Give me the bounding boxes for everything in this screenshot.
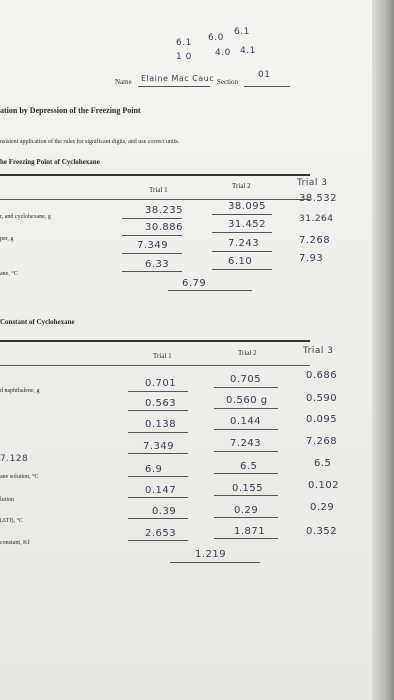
table-a-t1-r2: 30.886	[145, 222, 183, 233]
table-a-average-line	[168, 290, 252, 291]
table-b-t2-r3: 0.144	[230, 416, 262, 427]
table-a-t1-line-3	[122, 253, 182, 254]
table-b-header-trial2: Trial 2	[238, 349, 257, 357]
table-b-t2-line-8	[214, 538, 278, 539]
name-label: Name	[115, 78, 132, 86]
table-b-t3-r1: 0.686	[306, 370, 338, 381]
table-b-row-label-5: constant, Kf	[0, 540, 30, 546]
table-a-header-trial2: Trial 2	[232, 182, 251, 190]
table-b-t1-r7: 0.39	[152, 506, 177, 517]
table-a-header-trial3: Trial 3	[297, 178, 328, 188]
table-b-t1-line-6	[128, 497, 188, 498]
table-b-t2-line-4	[214, 451, 278, 452]
table-a-t3-r3: 7.268	[299, 235, 331, 246]
table-b-t3-r3: 0.095	[306, 414, 338, 425]
table-b-t2-r2: 0.560 g	[226, 395, 268, 406]
table-a-t1-r3: 7.349	[137, 240, 169, 251]
table-a-t2-r4: 6.10	[228, 256, 253, 267]
table-b-t3-r6: 0.102	[308, 480, 340, 491]
table-a-t1-line-2	[122, 235, 182, 236]
table-a-t2-r3: 7.243	[228, 238, 260, 249]
table-a-t3-r1: 38.532	[299, 193, 337, 204]
section-label: Section	[217, 78, 238, 86]
part-b-title: Constant of Cyclohexane	[0, 318, 75, 326]
table-b-t1-line-4	[128, 453, 188, 454]
name-value: Elaine Mac Cauc	[141, 74, 215, 83]
table-a-t2-line-3	[212, 251, 272, 252]
table-a-t3-r2: 31.264	[299, 214, 334, 224]
table-b-average: 1.219	[195, 549, 227, 560]
table-b-header-trial1: Trial 1	[153, 352, 172, 360]
table-a-t1-line-1	[122, 218, 182, 219]
table-b-t1-r2: 0.563	[145, 398, 177, 409]
table-b-t1-line-7	[128, 518, 188, 519]
table-b-header-trial3: Trial 3	[303, 346, 334, 356]
table-b-t2-line-1	[214, 387, 278, 388]
table-b-t3-r5: 6.5	[314, 458, 332, 469]
table-b-average-line	[170, 562, 260, 563]
table-b-t2-line-3	[214, 429, 278, 430]
table-b-t1-r6: 0.147	[145, 485, 177, 496]
table-a-t2-r1: 38.095	[228, 201, 266, 212]
table-b-t3-r4: 7.268	[306, 436, 338, 447]
table-a-top-rule	[0, 174, 310, 176]
table-a-t2-line-2	[212, 232, 272, 233]
scribble-4: 1 0	[176, 52, 192, 62]
table-a-t1-line-4	[122, 271, 182, 272]
table-b-t2-r1: 0.705	[230, 374, 262, 385]
table-b-row-label-1: d naphthalene, g	[0, 388, 40, 394]
table-a-header-trial1: Trial 1	[149, 186, 168, 194]
part-a-title: he Freezing Point of Cyclohexane	[0, 158, 100, 166]
table-a-row-label-1: r, and cyclohexane, g	[0, 214, 51, 220]
scribble-1: 6.1	[176, 38, 192, 48]
scribble-3: 6.1	[234, 27, 250, 37]
table-a-header-rule	[0, 199, 310, 200]
main-title: ation by Depression of the Freezing Point	[0, 106, 141, 115]
table-b-t1-r3: 0.138	[145, 419, 177, 430]
table-b-t2-r8: 1.871	[234, 526, 266, 537]
section-line	[244, 86, 290, 87]
table-b-t1-r8: 2.653	[145, 528, 177, 539]
table-a-t1-r4: 6.33	[145, 259, 170, 270]
name-line	[138, 86, 210, 87]
table-b-row-label-3: lution	[0, 497, 15, 503]
table-b-t1-r5: 6.9	[145, 464, 163, 475]
table-b-t3-r2: 0.590	[306, 393, 338, 404]
table-b-t1-r1: 0.701	[145, 378, 177, 389]
table-a-row-label-3: ane, °C	[0, 271, 18, 277]
table-a-t2-line-4	[212, 269, 272, 270]
table-b-t2-line-2	[214, 408, 278, 409]
table-b-t3-r8: 0.352	[306, 526, 338, 537]
table-a-t2-r2: 31.452	[228, 219, 266, 230]
table-a-row-label-2: per, g	[0, 236, 14, 242]
table-b-t1-line-1	[128, 391, 188, 392]
instructions: nsistent application of the rules for significant digits, and use correct units.	[0, 139, 180, 145]
table-b-t2-r4: 7.243	[230, 438, 262, 449]
table-b-t1-line-8	[128, 540, 188, 541]
page-edge-shadow	[372, 0, 394, 700]
scribble-5: 4.0	[215, 48, 231, 58]
table-b-row-label-4: (ΔTf), °C	[0, 518, 23, 524]
table-a-t2-line-1	[212, 214, 272, 215]
scribble-6: 4.1	[240, 46, 256, 56]
section-value: 01	[258, 70, 271, 80]
table-b-t1-line-2	[128, 410, 188, 411]
table-b-top-rule	[0, 340, 310, 342]
table-b-t1-line-5	[128, 476, 188, 477]
table-a-t1-r1: 38.235	[145, 205, 183, 216]
table-b-t1-r4: 7.349	[143, 441, 175, 452]
table-b-t1-line-3	[128, 432, 188, 433]
table-b-t2-r6: 0.155	[232, 483, 264, 494]
table-b-t3-r7: 0.29	[310, 502, 335, 513]
table-a-t3-r4: 7.93	[299, 253, 324, 264]
margin-note: 7.128	[0, 454, 29, 464]
table-b-t2-r7: 0.29	[234, 505, 259, 516]
table-b-row-label-2: ane solution, °C	[0, 474, 39, 480]
table-b-header-rule	[0, 365, 310, 366]
table-b-t2-r5: 6.5	[240, 461, 258, 472]
table-b-t2-line-6	[214, 495, 278, 496]
scribble-2: 6.0	[208, 33, 224, 43]
table-a-average: 6.79	[182, 278, 207, 289]
table-b-t2-line-5	[214, 473, 278, 474]
table-b-t2-line-7	[214, 517, 278, 518]
